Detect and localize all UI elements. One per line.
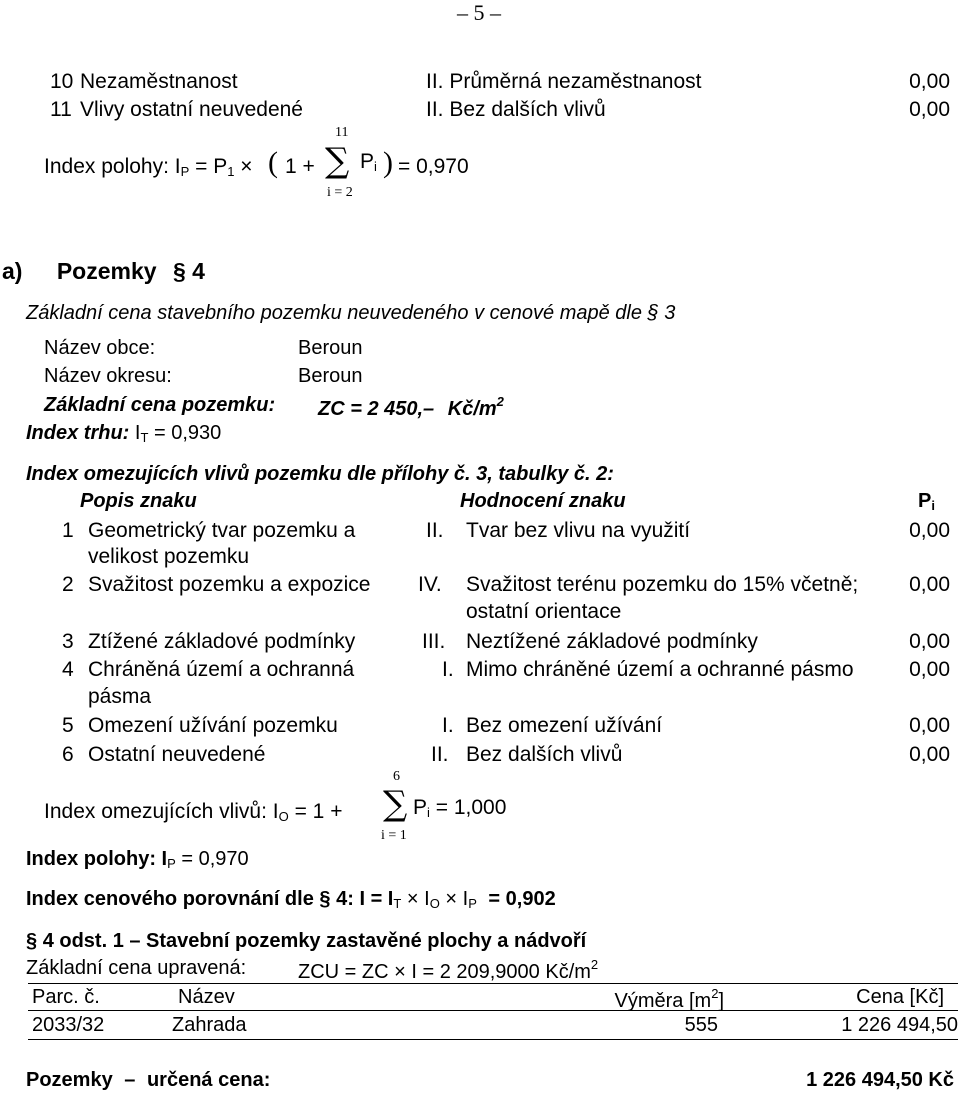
section-title: Pozemky — [56, 258, 157, 284]
header-cena: Cena [Kč] — [856, 986, 944, 1008]
trh-value: = 0,930 — [153, 422, 222, 444]
index-cen-io: I — [424, 888, 430, 910]
row-num: 2 — [62, 573, 74, 596]
row-eval: ostatní orientace — [466, 600, 622, 623]
factor-name: Nezaměstnanost — [80, 70, 238, 93]
cell-cena: 1 226 494,50 — [841, 1014, 958, 1036]
header-vymera-end: ] — [718, 990, 724, 1012]
formula-sub-i: i — [374, 159, 377, 174]
factor-num: 10 — [50, 70, 74, 93]
row-desc: Geometrický tvar pozemku a — [88, 519, 356, 542]
header-p — [918, 491, 935, 512]
formula-times: × — [240, 155, 253, 178]
sum-symbol: ∑ — [325, 141, 350, 181]
row-desc: pásma — [88, 685, 152, 708]
formula-label: Index polohy: I — [44, 155, 181, 178]
index-cen-formula-start: I = I — [359, 888, 394, 910]
omez-formula-line — [44, 801, 342, 823]
section-prefix: a) — [2, 258, 23, 284]
table-header-rule — [28, 1010, 958, 1011]
index-cen-result: = 0,902 — [488, 888, 556, 910]
para-symbol: § — [26, 930, 38, 952]
zcu-line — [298, 958, 598, 982]
obec-value: Beroun — [298, 337, 363, 359]
header-nazev: Název — [178, 986, 235, 1008]
row-value: 0,00 — [909, 743, 950, 766]
section-subtitle — [26, 303, 675, 323]
row-num: 6 — [62, 743, 74, 766]
index-cen-sub-p: P — [468, 896, 477, 911]
index-cen-line — [26, 889, 556, 910]
row-desc: Ostatní neuvedené — [88, 743, 266, 766]
formula-eq: = P — [195, 155, 228, 178]
row-value: 0,00 — [909, 519, 950, 542]
index-polohy-value: = 0,970 — [181, 848, 249, 870]
row-value: 0,00 — [909, 630, 950, 653]
total-dash: – — [124, 1069, 136, 1091]
paren-close: ) — [383, 146, 393, 179]
trh-sub: T — [140, 430, 149, 445]
header-hodnoceni: Hodnocení znaku — [460, 490, 626, 512]
section-heading — [2, 260, 205, 283]
row-roman: I. — [442, 658, 454, 681]
omez-heading: Index omezujících vlivů pozemku dle přílohy č. 3, tabulky č. 2: — [26, 463, 614, 485]
omez-formula-p: P — [413, 796, 428, 819]
zc-value: ZC = 2 450,– — [318, 398, 435, 420]
header-parc: Parc. č. — [32, 986, 100, 1008]
odst-para: 4 odst. 1 – Stavební pozemky zastavěné plochy a nádvoří — [42, 930, 587, 952]
zcu-label: Základní cena upravená: — [26, 957, 247, 979]
factor-num: 11 — [50, 98, 72, 121]
row-roman: III. — [422, 630, 446, 653]
trh-line — [26, 423, 221, 444]
index-cen-times: × — [406, 888, 419, 910]
index-cen-times: × — [445, 888, 458, 910]
zc-unit: Kč/m — [447, 398, 497, 420]
index-cen-ip: I — [462, 888, 469, 910]
row-roman: I. — [442, 714, 454, 737]
formula-one-plus: 1 + — [285, 155, 315, 178]
factor-eval: II. Průměrná nezaměstnanost — [426, 70, 702, 93]
formula-sub-1: 1 — [227, 164, 235, 179]
row-roman: II. — [431, 743, 449, 766]
header-vymera — [615, 987, 724, 1011]
omez-formula-pi — [413, 797, 506, 819]
trh-i: I — [134, 422, 141, 444]
header-p-letter: P — [918, 490, 932, 512]
formula-line — [44, 156, 253, 178]
sum-upper-limit: 11 — [335, 125, 349, 140]
omez-formula-sub-o: O — [278, 809, 289, 824]
formula-result: = 0,970 — [398, 155, 469, 178]
row-eval: Neztížené základové podmínky — [466, 630, 758, 653]
zcu-exp: 2 — [590, 957, 599, 972]
para-symbol: § — [319, 888, 331, 910]
section-para: 4 — [192, 258, 205, 284]
obec-label: Název obce: — [44, 337, 156, 359]
cell-nazev: Zahrada — [172, 1014, 247, 1036]
omez-formula-eq: = 1 + — [294, 800, 343, 823]
header-p-sub: i — [931, 498, 935, 513]
table-top-rule — [28, 983, 958, 984]
total-value: 1 226 494,50 Kč — [806, 1069, 954, 1091]
total-label-1: Pozemky — [26, 1069, 113, 1091]
zcu-value: ZCU = ZC × I = 2 209,9000 Kč/m — [298, 961, 591, 983]
section-symbol: § — [172, 258, 186, 284]
factor-name: Vlivy ostatní neuvedené — [80, 98, 303, 121]
row-desc: Svažitost pozemku a expozice — [88, 573, 371, 596]
table-bottom-rule — [28, 1039, 958, 1040]
omez-formula-result: = 1,000 — [435, 796, 507, 819]
index-cen-sub-o: O — [429, 896, 440, 911]
formula-p: P — [360, 150, 375, 173]
row-eval: Bez omezení užívání — [466, 714, 663, 737]
zc-value-line — [318, 395, 504, 419]
sum-lower-limit: i = 1 — [381, 828, 407, 843]
index-cen-para: 4: — [336, 888, 354, 910]
index-polohy-label: Index polohy: I — [26, 848, 168, 870]
odst-heading — [26, 931, 586, 951]
total-label — [26, 1070, 270, 1090]
zc-exp: 2 — [496, 394, 504, 409]
subtitle-text: Základní cena stavebního pozemku neuvedeného v cenové mapě dle — [26, 302, 642, 324]
okres-label: Název okresu: — [44, 365, 172, 387]
formula-sub-p: P — [180, 164, 190, 179]
row-desc: Omezení užívání pozemku — [88, 714, 338, 737]
row-value: 0,00 — [909, 573, 950, 596]
row-eval: Mimo chráněné území a ochranné pásmo — [466, 658, 854, 681]
omez-formula-sub-i: i — [427, 805, 430, 820]
row-num: 1 — [62, 519, 74, 542]
zc-label: Základní cena pozemku: — [44, 394, 276, 416]
para-symbol: § — [647, 302, 659, 324]
index-polohy-sub: P — [167, 856, 176, 871]
factor-value: 0,00 — [909, 70, 950, 93]
row-roman: II. — [426, 519, 444, 542]
index-cen-sub-t: T — [393, 896, 402, 911]
header-vymera-text: Výměra [m — [614, 990, 712, 1012]
sum-symbol: ∑ — [383, 784, 408, 824]
row-desc: velikost pozemku — [88, 545, 250, 568]
row-eval: Svažitost terénu pozemku do 15% včetně; — [466, 573, 859, 596]
index-cen-text: Index cenového porovnání dle — [26, 888, 314, 910]
cell-vymera: 555 — [684, 1014, 718, 1036]
cell-parc: 2033/32 — [32, 1014, 105, 1036]
row-num: 3 — [62, 630, 74, 653]
header-popis: Popis znaku — [80, 490, 197, 512]
factor-eval: II. Bez dalších vlivů — [426, 98, 606, 121]
okres-value: Beroun — [298, 365, 363, 387]
trh-label: Index trhu: — [26, 422, 130, 444]
row-eval: Tvar bez vlivu na využití — [466, 519, 691, 542]
subtitle-para: 3 — [664, 302, 676, 324]
row-roman: IV. — [418, 573, 442, 596]
page-number: – 5 – — [457, 0, 501, 25]
omez-formula-label: Index omezujících vlivů: I — [44, 800, 279, 823]
row-desc: Ztížené základové podmínky — [88, 630, 356, 653]
row-eval: Bez dalších vlivů — [466, 743, 623, 766]
sum-lower-limit: i = 2 — [327, 185, 353, 200]
paren-open: ( — [268, 146, 278, 179]
row-num: 4 — [62, 658, 74, 681]
row-value: 0,00 — [909, 714, 950, 737]
total-label-2: určená cena: — [146, 1069, 271, 1091]
row-value: 0,00 — [909, 658, 950, 681]
index-polohy-line — [26, 849, 249, 870]
row-num: 5 — [62, 714, 74, 737]
row-desc: Chráněná území a ochranná — [88, 658, 355, 681]
formula-pi — [360, 151, 377, 173]
sum-upper-limit: 6 — [393, 769, 400, 784]
factor-value: 0,00 — [909, 98, 950, 121]
header-vymera-exp: 2 — [711, 986, 719, 1001]
